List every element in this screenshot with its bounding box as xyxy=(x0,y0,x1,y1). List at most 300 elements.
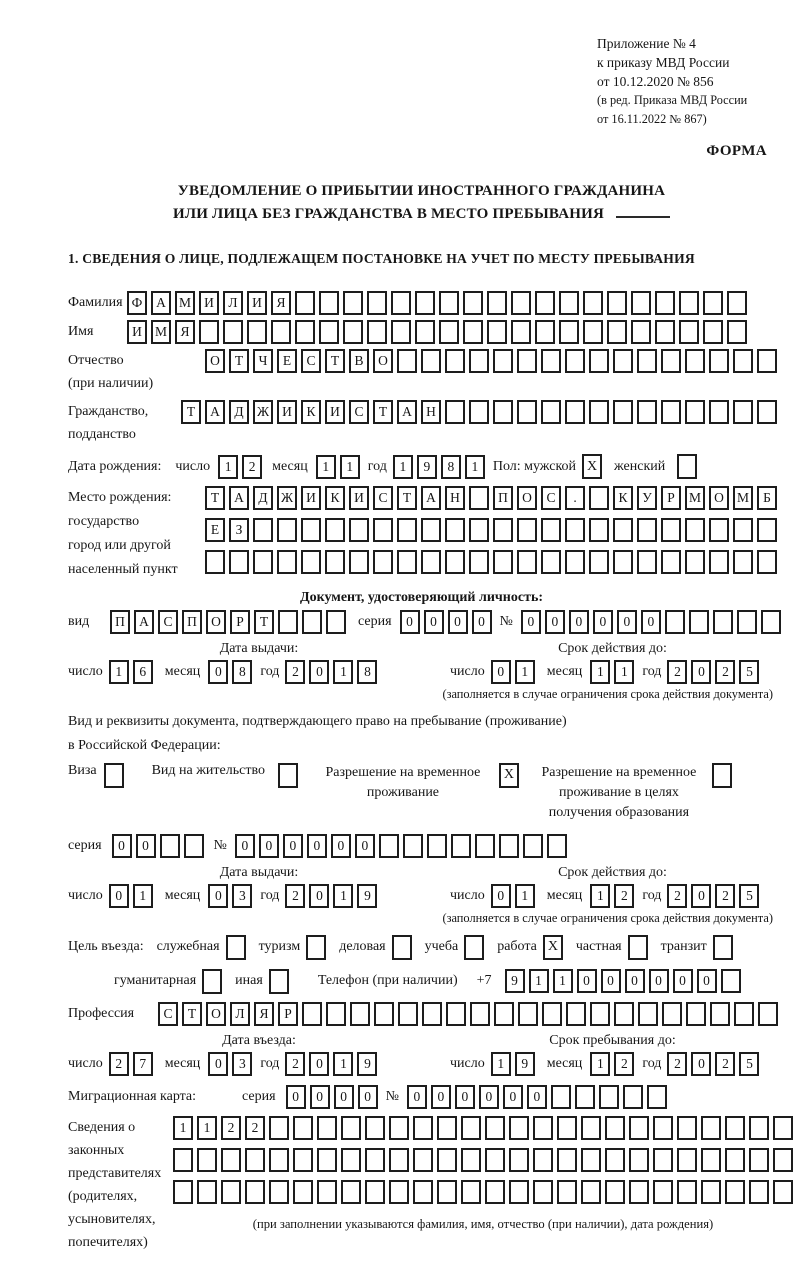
char-box[interactable] xyxy=(245,1180,265,1204)
char-box[interactable] xyxy=(439,291,459,315)
char-box[interactable]: 1 xyxy=(553,969,573,993)
char-box[interactable] xyxy=(461,1116,481,1140)
char-box[interactable]: И xyxy=(349,486,369,510)
char-box[interactable] xyxy=(757,400,777,424)
char-box[interactable] xyxy=(607,291,627,315)
char-box[interactable] xyxy=(271,320,291,344)
char-box[interactable] xyxy=(437,1148,457,1172)
char-box[interactable] xyxy=(367,291,387,315)
char-box[interactable] xyxy=(341,1116,361,1140)
char-box[interactable]: 1 xyxy=(316,455,336,479)
char-box[interactable]: О xyxy=(205,349,225,373)
char-box[interactable]: С xyxy=(373,486,393,510)
char-box[interactable]: О xyxy=(373,349,393,373)
char-box[interactable] xyxy=(293,1180,313,1204)
char-box[interactable] xyxy=(413,1116,433,1140)
char-box[interactable]: 1 xyxy=(173,1116,193,1140)
char-box[interactable] xyxy=(575,1085,595,1109)
char-box[interactable]: П xyxy=(493,486,513,510)
char-box[interactable] xyxy=(541,518,561,542)
char-box[interactable]: И xyxy=(325,400,345,424)
char-box[interactable] xyxy=(685,400,705,424)
char-box[interactable] xyxy=(403,834,423,858)
char-box[interactable] xyxy=(446,1002,466,1026)
char-box[interactable]: 0 xyxy=(307,834,327,858)
char-box[interactable] xyxy=(613,518,633,542)
char-box[interactable] xyxy=(613,400,633,424)
char-box[interactable]: 9 xyxy=(505,969,525,993)
char-box[interactable]: 0 xyxy=(448,610,468,634)
purpose-tourism-checkbox[interactable] xyxy=(306,935,326,960)
char-box[interactable]: А xyxy=(151,291,171,315)
char-box[interactable]: А xyxy=(205,400,225,424)
temp-residence-edu-checkbox[interactable] xyxy=(712,763,732,788)
char-box[interactable] xyxy=(599,1085,619,1109)
char-box[interactable] xyxy=(761,610,781,634)
char-box[interactable] xyxy=(583,291,603,315)
char-box[interactable] xyxy=(613,349,633,373)
char-box[interactable] xyxy=(494,1002,514,1026)
char-box[interactable] xyxy=(421,518,441,542)
char-box[interactable] xyxy=(542,1002,562,1026)
char-box[interactable] xyxy=(773,1180,793,1204)
char-box[interactable] xyxy=(269,1148,289,1172)
char-box[interactable] xyxy=(509,1148,529,1172)
char-box[interactable] xyxy=(661,518,681,542)
char-box[interactable] xyxy=(469,349,489,373)
char-box[interactable] xyxy=(451,834,471,858)
char-box[interactable] xyxy=(709,518,729,542)
char-box[interactable] xyxy=(160,834,180,858)
char-box[interactable] xyxy=(415,291,435,315)
char-box[interactable] xyxy=(637,550,657,574)
char-box[interactable] xyxy=(557,1148,577,1172)
char-box[interactable] xyxy=(317,1180,337,1204)
char-box[interactable]: 5 xyxy=(739,884,759,908)
char-box[interactable] xyxy=(365,1180,385,1204)
char-box[interactable] xyxy=(302,1002,322,1026)
char-box[interactable]: Е xyxy=(205,518,225,542)
char-box[interactable] xyxy=(493,550,513,574)
char-box[interactable] xyxy=(341,1148,361,1172)
char-box[interactable] xyxy=(517,349,537,373)
char-box[interactable]: 6 xyxy=(133,660,153,684)
char-box[interactable] xyxy=(535,291,555,315)
char-box[interactable]: 3 xyxy=(232,1052,252,1076)
char-box[interactable] xyxy=(317,1148,337,1172)
char-box[interactable]: 3 xyxy=(232,884,252,908)
char-box[interactable]: Н xyxy=(421,400,441,424)
char-box[interactable] xyxy=(325,518,345,542)
char-box[interactable] xyxy=(487,320,507,344)
char-box[interactable]: 2 xyxy=(285,1052,305,1076)
char-box[interactable] xyxy=(605,1148,625,1172)
char-box[interactable] xyxy=(637,400,657,424)
char-box[interactable]: 9 xyxy=(357,1052,377,1076)
char-box[interactable]: Т xyxy=(254,610,274,634)
char-box[interactable] xyxy=(349,550,369,574)
char-box[interactable]: 0 xyxy=(521,610,541,634)
char-box[interactable]: 0 xyxy=(400,610,420,634)
char-box[interactable]: 0 xyxy=(691,660,711,684)
char-box[interactable] xyxy=(559,291,579,315)
char-box[interactable]: М xyxy=(151,320,171,344)
char-box[interactable]: Р xyxy=(661,486,681,510)
char-box[interactable] xyxy=(623,1085,643,1109)
char-box[interactable] xyxy=(517,550,537,574)
char-box[interactable] xyxy=(679,291,699,315)
char-box[interactable] xyxy=(301,550,321,574)
char-box[interactable] xyxy=(565,400,585,424)
char-box[interactable]: 2 xyxy=(109,1052,129,1076)
char-box[interactable]: В xyxy=(349,349,369,373)
char-box[interactable] xyxy=(631,291,651,315)
char-box[interactable]: 0 xyxy=(527,1085,547,1109)
char-box[interactable]: И xyxy=(127,320,147,344)
char-box[interactable] xyxy=(278,610,298,634)
char-box[interactable] xyxy=(173,1148,193,1172)
char-box[interactable] xyxy=(662,1002,682,1026)
char-box[interactable] xyxy=(469,518,489,542)
char-box[interactable]: 0 xyxy=(697,969,717,993)
char-box[interactable] xyxy=(713,610,733,634)
char-box[interactable] xyxy=(397,349,417,373)
temp-residence-checkbox[interactable]: X xyxy=(499,763,519,788)
char-box[interactable]: 0 xyxy=(424,610,444,634)
char-box[interactable] xyxy=(685,349,705,373)
char-box[interactable]: Т xyxy=(229,349,249,373)
char-box[interactable] xyxy=(589,518,609,542)
char-box[interactable] xyxy=(379,834,399,858)
char-box[interactable] xyxy=(247,320,267,344)
char-box[interactable] xyxy=(679,320,699,344)
char-box[interactable] xyxy=(365,1148,385,1172)
char-box[interactable] xyxy=(607,320,627,344)
char-box[interactable] xyxy=(493,349,513,373)
char-box[interactable]: 0 xyxy=(208,1052,228,1076)
char-box[interactable]: Т xyxy=(205,486,225,510)
char-box[interactable] xyxy=(677,1148,697,1172)
char-box[interactable] xyxy=(727,320,747,344)
char-box[interactable] xyxy=(302,610,322,634)
char-box[interactable] xyxy=(725,1180,745,1204)
char-box[interactable]: 0 xyxy=(455,1085,475,1109)
char-box[interactable]: Д xyxy=(253,486,273,510)
char-box[interactable]: 0 xyxy=(545,610,565,634)
char-box[interactable] xyxy=(637,349,657,373)
char-box[interactable]: 1 xyxy=(614,660,634,684)
char-box[interactable] xyxy=(341,1180,361,1204)
char-box[interactable]: И xyxy=(247,291,267,315)
char-box[interactable]: 2 xyxy=(285,660,305,684)
char-box[interactable]: 1 xyxy=(515,660,535,684)
char-box[interactable] xyxy=(655,320,675,344)
char-box[interactable]: 2 xyxy=(245,1116,265,1140)
char-box[interactable]: 0 xyxy=(569,610,589,634)
char-box[interactable]: 9 xyxy=(357,884,377,908)
char-box[interactable] xyxy=(229,550,249,574)
char-box[interactable] xyxy=(197,1180,217,1204)
char-box[interactable] xyxy=(509,1180,529,1204)
char-box[interactable]: Ж xyxy=(253,400,273,424)
char-box[interactable]: 0 xyxy=(625,969,645,993)
char-box[interactable]: 1 xyxy=(333,884,353,908)
char-box[interactable]: 2 xyxy=(285,884,305,908)
char-box[interactable] xyxy=(389,1116,409,1140)
char-box[interactable] xyxy=(709,550,729,574)
char-box[interactable]: 0 xyxy=(407,1085,427,1109)
char-box[interactable]: Я xyxy=(175,320,195,344)
char-box[interactable] xyxy=(253,518,273,542)
char-box[interactable] xyxy=(541,400,561,424)
char-box[interactable] xyxy=(475,834,495,858)
char-box[interactable]: 0 xyxy=(112,834,132,858)
char-box[interactable] xyxy=(629,1116,649,1140)
char-box[interactable]: П xyxy=(110,610,130,634)
char-box[interactable] xyxy=(469,550,489,574)
char-box[interactable] xyxy=(614,1002,634,1026)
char-box[interactable]: 5 xyxy=(739,660,759,684)
char-box[interactable]: А xyxy=(421,486,441,510)
char-box[interactable]: 0 xyxy=(109,884,129,908)
char-box[interactable]: 0 xyxy=(431,1085,451,1109)
char-box[interactable] xyxy=(293,1148,313,1172)
char-box[interactable] xyxy=(293,1116,313,1140)
char-box[interactable]: 7 xyxy=(133,1052,153,1076)
char-box[interactable] xyxy=(325,550,345,574)
char-box[interactable] xyxy=(590,1002,610,1026)
char-box[interactable]: И xyxy=(301,486,321,510)
char-box[interactable] xyxy=(461,1180,481,1204)
char-box[interactable] xyxy=(295,291,315,315)
char-box[interactable]: С xyxy=(541,486,561,510)
char-box[interactable] xyxy=(773,1148,793,1172)
char-box[interactable] xyxy=(389,1148,409,1172)
char-box[interactable]: Е xyxy=(277,349,297,373)
char-box[interactable] xyxy=(437,1116,457,1140)
char-box[interactable] xyxy=(221,1148,241,1172)
char-box[interactable] xyxy=(326,610,346,634)
char-box[interactable] xyxy=(173,1180,193,1204)
char-box[interactable] xyxy=(547,834,567,858)
purpose-commercial-checkbox[interactable] xyxy=(392,935,412,960)
char-box[interactable] xyxy=(559,320,579,344)
char-box[interactable]: 2 xyxy=(715,884,735,908)
char-box[interactable]: 1 xyxy=(218,455,238,479)
char-box[interactable] xyxy=(413,1180,433,1204)
char-box[interactable] xyxy=(439,320,459,344)
char-box[interactable] xyxy=(485,1180,505,1204)
char-box[interactable] xyxy=(541,550,561,574)
char-box[interactable] xyxy=(686,1002,706,1026)
char-box[interactable] xyxy=(749,1116,769,1140)
char-box[interactable] xyxy=(701,1180,721,1204)
purpose-transit-checkbox[interactable] xyxy=(713,935,733,960)
char-box[interactable]: 0 xyxy=(136,834,156,858)
char-box[interactable] xyxy=(437,1180,457,1204)
char-box[interactable] xyxy=(485,1148,505,1172)
char-box[interactable]: 1 xyxy=(491,1052,511,1076)
char-box[interactable]: Т xyxy=(325,349,345,373)
char-box[interactable]: Л xyxy=(223,291,243,315)
char-box[interactable] xyxy=(518,1002,538,1026)
char-box[interactable] xyxy=(689,610,709,634)
char-box[interactable]: 8 xyxy=(357,660,377,684)
char-box[interactable] xyxy=(523,834,543,858)
char-box[interactable]: 0 xyxy=(286,1085,306,1109)
char-box[interactable] xyxy=(391,291,411,315)
char-box[interactable] xyxy=(415,320,435,344)
char-box[interactable] xyxy=(709,400,729,424)
char-box[interactable]: 0 xyxy=(355,834,375,858)
char-box[interactable]: 1 xyxy=(529,969,549,993)
char-box[interactable]: Н xyxy=(445,486,465,510)
char-box[interactable] xyxy=(709,349,729,373)
char-box[interactable]: К xyxy=(613,486,633,510)
char-box[interactable]: 0 xyxy=(503,1085,523,1109)
char-box[interactable] xyxy=(737,610,757,634)
char-box[interactable]: С xyxy=(158,1002,178,1026)
char-box[interactable]: О xyxy=(206,1002,226,1026)
char-box[interactable] xyxy=(463,320,483,344)
char-box[interactable]: 1 xyxy=(133,884,153,908)
char-box[interactable] xyxy=(445,400,465,424)
char-box[interactable] xyxy=(485,1116,505,1140)
char-box[interactable] xyxy=(533,1180,553,1204)
char-box[interactable]: 0 xyxy=(283,834,303,858)
char-box[interactable]: 0 xyxy=(601,969,621,993)
char-box[interactable] xyxy=(421,349,441,373)
char-box[interactable]: 0 xyxy=(259,834,279,858)
char-box[interactable] xyxy=(581,1180,601,1204)
char-box[interactable] xyxy=(374,1002,394,1026)
char-box[interactable] xyxy=(733,400,753,424)
char-box[interactable] xyxy=(317,1116,337,1140)
char-box[interactable] xyxy=(665,610,685,634)
char-box[interactable] xyxy=(557,1180,577,1204)
char-box[interactable] xyxy=(629,1180,649,1204)
char-box[interactable] xyxy=(499,834,519,858)
char-box[interactable]: 1 xyxy=(515,884,535,908)
char-box[interactable] xyxy=(605,1116,625,1140)
char-box[interactable] xyxy=(319,320,339,344)
char-box[interactable]: 0 xyxy=(691,884,711,908)
char-box[interactable]: Я xyxy=(271,291,291,315)
char-box[interactable] xyxy=(589,349,609,373)
char-box[interactable] xyxy=(733,518,753,542)
purpose-private-checkbox[interactable] xyxy=(628,935,648,960)
char-box[interactable] xyxy=(493,400,513,424)
char-box[interactable] xyxy=(350,1002,370,1026)
char-box[interactable]: 0 xyxy=(479,1085,499,1109)
char-box[interactable] xyxy=(413,1148,433,1172)
char-box[interactable]: 0 xyxy=(491,660,511,684)
char-box[interactable] xyxy=(511,320,531,344)
char-box[interactable] xyxy=(565,349,585,373)
char-box[interactable]: 0 xyxy=(593,610,613,634)
char-box[interactable]: 1 xyxy=(109,660,129,684)
char-box[interactable] xyxy=(397,550,417,574)
char-box[interactable] xyxy=(749,1148,769,1172)
char-box[interactable] xyxy=(253,550,273,574)
char-box[interactable]: О xyxy=(517,486,537,510)
char-box[interactable]: 9 xyxy=(417,455,437,479)
char-box[interactable] xyxy=(349,518,369,542)
char-box[interactable] xyxy=(445,550,465,574)
char-box[interactable] xyxy=(631,320,651,344)
char-box[interactable] xyxy=(470,1002,490,1026)
char-box[interactable] xyxy=(733,349,753,373)
char-box[interactable] xyxy=(758,1002,778,1026)
char-box[interactable] xyxy=(365,1116,385,1140)
char-box[interactable] xyxy=(197,1148,217,1172)
char-box[interactable]: 9 xyxy=(515,1052,535,1076)
char-box[interactable]: 1 xyxy=(197,1116,217,1140)
char-box[interactable] xyxy=(566,1002,586,1026)
char-box[interactable] xyxy=(757,550,777,574)
char-box[interactable]: 0 xyxy=(309,884,329,908)
char-box[interactable]: 0 xyxy=(673,969,693,993)
char-box[interactable] xyxy=(629,1148,649,1172)
char-box[interactable] xyxy=(295,320,315,344)
char-box[interactable] xyxy=(533,1148,553,1172)
char-box[interactable] xyxy=(653,1148,673,1172)
char-box[interactable] xyxy=(677,1180,697,1204)
char-box[interactable]: А xyxy=(229,486,249,510)
char-box[interactable] xyxy=(725,1116,745,1140)
char-box[interactable] xyxy=(533,1116,553,1140)
char-box[interactable]: О xyxy=(206,610,226,634)
char-box[interactable]: С xyxy=(301,349,321,373)
char-box[interactable] xyxy=(647,1085,667,1109)
char-box[interactable] xyxy=(685,550,705,574)
char-box[interactable]: 0 xyxy=(691,1052,711,1076)
char-box[interactable]: О xyxy=(709,486,729,510)
char-box[interactable]: 2 xyxy=(614,884,634,908)
char-box[interactable]: 0 xyxy=(491,884,511,908)
char-box[interactable]: Л xyxy=(230,1002,250,1026)
char-box[interactable]: 1 xyxy=(340,455,360,479)
char-box[interactable]: 2 xyxy=(242,455,262,479)
sex-female-checkbox[interactable] xyxy=(677,454,697,479)
char-box[interactable] xyxy=(269,1180,289,1204)
char-box[interactable] xyxy=(589,486,609,510)
char-box[interactable] xyxy=(661,400,681,424)
char-box[interactable] xyxy=(367,320,387,344)
char-box[interactable] xyxy=(685,518,705,542)
char-box[interactable] xyxy=(655,291,675,315)
char-box[interactable]: У xyxy=(637,486,657,510)
char-box[interactable] xyxy=(605,1180,625,1204)
char-box[interactable] xyxy=(535,320,555,344)
char-box[interactable]: 0 xyxy=(208,884,228,908)
char-box[interactable] xyxy=(703,291,723,315)
char-box[interactable] xyxy=(725,1148,745,1172)
char-box[interactable]: Ф xyxy=(127,291,147,315)
char-box[interactable] xyxy=(493,518,513,542)
char-box[interactable]: 0 xyxy=(617,610,637,634)
char-box[interactable] xyxy=(517,400,537,424)
char-box[interactable] xyxy=(277,518,297,542)
char-box[interactable] xyxy=(613,550,633,574)
purpose-humanitarian-checkbox[interactable] xyxy=(202,969,222,994)
visa-checkbox[interactable] xyxy=(104,763,124,788)
char-box[interactable] xyxy=(589,550,609,574)
char-box[interactable] xyxy=(301,518,321,542)
char-box[interactable]: 0 xyxy=(309,660,329,684)
char-box[interactable] xyxy=(397,518,417,542)
sex-male-checkbox[interactable]: X xyxy=(582,454,602,479)
